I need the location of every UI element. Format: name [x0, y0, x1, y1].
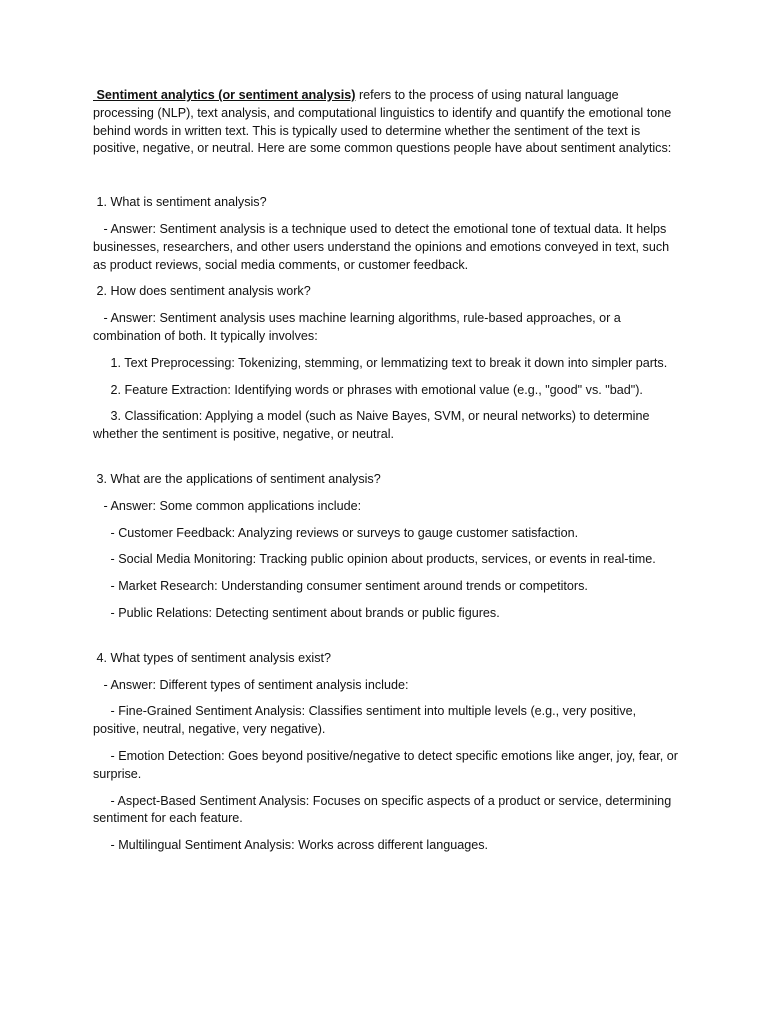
step-2: 2. Feature Extraction: Identifying words or phrases with emotional value (e.g., "good" vs. "bad"). [93, 382, 643, 397]
application-item: - Social Media Monitoring: Tracking public opinion about products, services, or events in real-time. [93, 552, 656, 567]
step-3: 3. Classification: Applying a model (such as Naive Bayes, SVM, or neural networks) to determine whether the sentiment is positive, negative, or neutral. [93, 409, 653, 442]
question-3: 3. What are the applications of sentiment analysis? [93, 471, 381, 486]
answer-2: - Answer: Sentiment analysis uses machine learning algorithms, rule-based approaches, or a combination of both. It typically involves: [93, 311, 625, 343]
question-1: 1. What is sentiment analysis? [93, 195, 267, 210]
answer-4: - Answer: Different types of sentiment analysis include: [93, 677, 409, 692]
question-4: 4. What types of sentiment analysis exist? [93, 650, 331, 665]
document-page [93, 87, 683, 864]
intro-paragraph [93, 87, 683, 158]
type-item: - Multilingual Sentiment Analysis: Works across different languages. [93, 838, 489, 853]
type-item: - Fine-Grained Sentiment Analysis: Classifies sentiment into multiple levels (e.g., very positive, positive, neutral, negative, very negative). [93, 704, 640, 737]
answer-3: - Answer: Some common applications include: [93, 498, 362, 513]
type-item: - Aspect-Based Sentiment Analysis: Focuses on specific aspects of a product or service, determining sentiment for each feature. [93, 793, 675, 826]
application-item: - Public Relations: Detecting sentiment about brands or public figures. [93, 605, 500, 620]
intro-text: refers to the process of using natural language processing (NLP), text analysis, and computational linguistics to identify and quantify the emotional tone behind words in written text. This is typically used to determine whether the sentiment of the text is positive, negative, or neutral. Here are some common questions people have about sentiment analytics: [93, 88, 675, 156]
application-item: - Market Research: Understanding consumer sentiment around trends or competitors. [93, 579, 588, 594]
application-item: - Customer Feedback: Analyzing reviews or surveys to gauge customer satisfaction. [93, 525, 579, 540]
question-2: 2. How does sentiment analysis work? [93, 284, 311, 299]
intro-lead: Sentiment analytics (or sentiment analysis) [93, 88, 356, 102]
type-item: - Emotion Detection: Goes beyond positive/negative to detect specific emotions like anger, joy, fear, or surprise. [93, 748, 682, 781]
step-1: 1. Text Preprocessing: Tokenizing, stemming, or lemmatizing text to break it down into simpler parts. [93, 355, 668, 370]
answer-1: - Answer: Sentiment analysis is a technique used to detect the emotional tone of textual data. It helps businesses, researchers, and other users understand the opinions and emotions conveyed in text, such as product reviews, social media comments, or customer feedback. [93, 221, 673, 272]
